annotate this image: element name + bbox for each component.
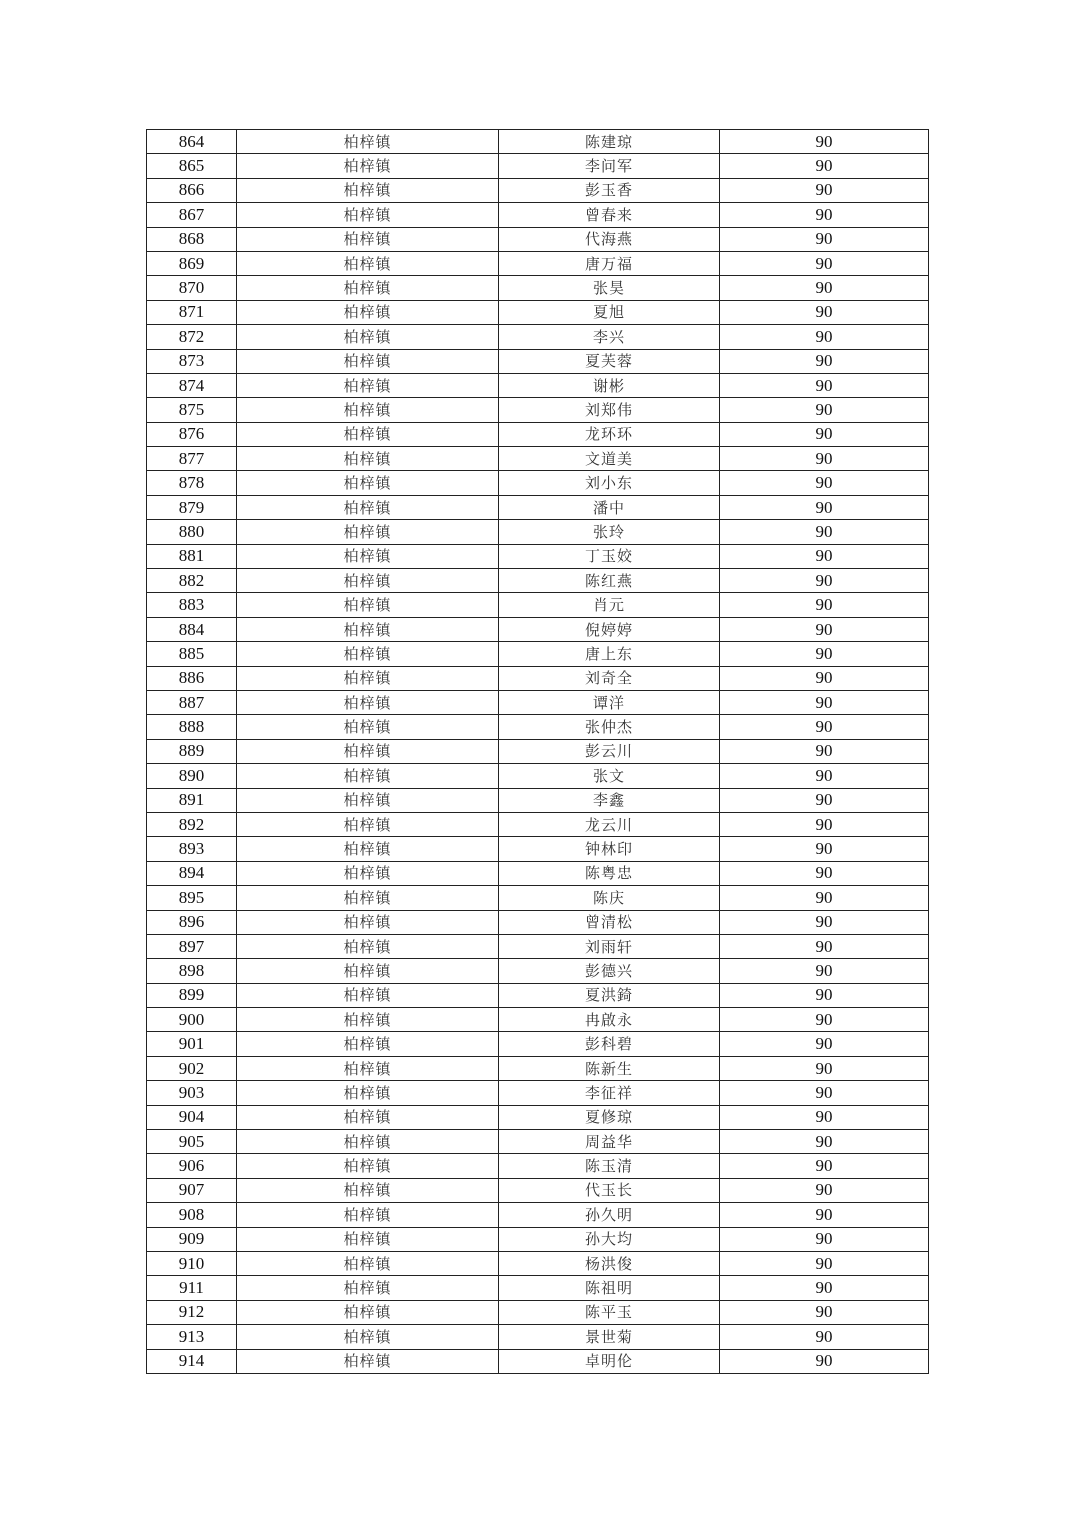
score-cell: 90 bbox=[720, 520, 929, 544]
town-cell: 柏梓镇 bbox=[237, 1325, 499, 1349]
row-number-cell: 882 bbox=[147, 569, 237, 593]
town-cell: 柏梓镇 bbox=[237, 959, 499, 983]
person-name-cell: 代玉长 bbox=[499, 1178, 720, 1202]
score-cell: 90 bbox=[720, 373, 929, 397]
row-number-cell: 894 bbox=[147, 861, 237, 885]
row-number-cell: 913 bbox=[147, 1325, 237, 1349]
score-cell: 90 bbox=[720, 203, 929, 227]
town-cell: 柏梓镇 bbox=[237, 1178, 499, 1202]
table-row bbox=[147, 1154, 929, 1178]
person-name-cell: 冉啟永 bbox=[499, 1008, 720, 1032]
person-name-cell: 景世菊 bbox=[499, 1325, 720, 1349]
person-name-cell: 彭德兴 bbox=[499, 959, 720, 983]
table-row bbox=[147, 471, 929, 495]
score-cell: 90 bbox=[720, 959, 929, 983]
row-number-cell: 870 bbox=[147, 276, 237, 300]
row-number-cell: 910 bbox=[147, 1251, 237, 1275]
person-name-cell: 陈玉清 bbox=[499, 1154, 720, 1178]
person-name-cell: 陈新生 bbox=[499, 1056, 720, 1080]
row-number-cell: 893 bbox=[147, 837, 237, 861]
town-cell: 柏梓镇 bbox=[237, 1105, 499, 1129]
score-cell: 90 bbox=[720, 886, 929, 910]
table-row bbox=[147, 1032, 929, 1056]
row-number-cell: 878 bbox=[147, 471, 237, 495]
person-name-cell: 倪婷婷 bbox=[499, 617, 720, 641]
town-cell: 柏梓镇 bbox=[237, 178, 499, 202]
score-cell: 90 bbox=[720, 739, 929, 763]
person-name-cell: 陈红燕 bbox=[499, 569, 720, 593]
roster-table-body bbox=[147, 130, 929, 1374]
row-number-cell: 905 bbox=[147, 1130, 237, 1154]
person-name-cell: 夏洪錡 bbox=[499, 983, 720, 1007]
table-row bbox=[147, 812, 929, 836]
score-cell: 90 bbox=[720, 593, 929, 617]
town-cell: 柏梓镇 bbox=[237, 203, 499, 227]
town-cell: 柏梓镇 bbox=[237, 1032, 499, 1056]
score-cell: 90 bbox=[720, 1325, 929, 1349]
town-cell: 柏梓镇 bbox=[237, 520, 499, 544]
row-number-cell: 869 bbox=[147, 251, 237, 275]
table-row bbox=[147, 764, 929, 788]
score-cell: 90 bbox=[720, 788, 929, 812]
town-cell: 柏梓镇 bbox=[237, 739, 499, 763]
person-name-cell: 李兴 bbox=[499, 325, 720, 349]
score-cell: 90 bbox=[720, 398, 929, 422]
row-number-cell: 881 bbox=[147, 544, 237, 568]
score-cell: 90 bbox=[720, 471, 929, 495]
person-name-cell: 刘小东 bbox=[499, 471, 720, 495]
score-cell: 90 bbox=[720, 1300, 929, 1324]
town-cell: 柏梓镇 bbox=[237, 154, 499, 178]
town-cell: 柏梓镇 bbox=[237, 788, 499, 812]
table-row bbox=[147, 520, 929, 544]
row-number-cell: 896 bbox=[147, 910, 237, 934]
table-row bbox=[147, 300, 929, 324]
town-cell: 柏梓镇 bbox=[237, 544, 499, 568]
table-row bbox=[147, 422, 929, 446]
table-row bbox=[147, 739, 929, 763]
table-row bbox=[147, 1178, 929, 1202]
person-name-cell: 刘雨轩 bbox=[499, 934, 720, 958]
town-cell: 柏梓镇 bbox=[237, 422, 499, 446]
town-cell: 柏梓镇 bbox=[237, 1008, 499, 1032]
score-cell: 90 bbox=[720, 276, 929, 300]
score-cell: 90 bbox=[720, 1130, 929, 1154]
score-cell: 90 bbox=[720, 715, 929, 739]
row-number-cell: 880 bbox=[147, 520, 237, 544]
row-number-cell: 912 bbox=[147, 1300, 237, 1324]
score-cell: 90 bbox=[720, 300, 929, 324]
person-name-cell: 李问军 bbox=[499, 154, 720, 178]
row-number-cell: 909 bbox=[147, 1227, 237, 1251]
score-cell: 90 bbox=[720, 764, 929, 788]
score-cell: 90 bbox=[720, 1056, 929, 1080]
town-cell: 柏梓镇 bbox=[237, 1251, 499, 1275]
score-cell: 90 bbox=[720, 130, 929, 154]
person-name-cell: 代海燕 bbox=[499, 227, 720, 251]
score-cell: 90 bbox=[720, 1227, 929, 1251]
row-number-cell: 887 bbox=[147, 690, 237, 714]
table-row bbox=[147, 203, 929, 227]
table-row bbox=[147, 934, 929, 958]
town-cell: 柏梓镇 bbox=[237, 861, 499, 885]
person-name-cell: 曾春来 bbox=[499, 203, 720, 227]
town-cell: 柏梓镇 bbox=[237, 1349, 499, 1373]
person-name-cell: 谭洋 bbox=[499, 690, 720, 714]
person-name-cell: 夏芙蓉 bbox=[499, 349, 720, 373]
row-number-cell: 864 bbox=[147, 130, 237, 154]
town-cell: 柏梓镇 bbox=[237, 1081, 499, 1105]
person-name-cell: 卓明伦 bbox=[499, 1349, 720, 1373]
table-row bbox=[147, 983, 929, 1007]
table-row bbox=[147, 178, 929, 202]
person-name-cell: 陈庆 bbox=[499, 886, 720, 910]
town-cell: 柏梓镇 bbox=[237, 764, 499, 788]
score-cell: 90 bbox=[720, 349, 929, 373]
score-cell: 90 bbox=[720, 617, 929, 641]
town-cell: 柏梓镇 bbox=[237, 227, 499, 251]
score-cell: 90 bbox=[720, 1178, 929, 1202]
table-row bbox=[147, 544, 929, 568]
document-page bbox=[146, 129, 929, 1374]
table-row bbox=[147, 861, 929, 885]
person-name-cell: 龙云川 bbox=[499, 812, 720, 836]
table-row bbox=[147, 398, 929, 422]
table-row bbox=[147, 788, 929, 812]
person-name-cell: 刘奇全 bbox=[499, 666, 720, 690]
table-row bbox=[147, 447, 929, 471]
town-cell: 柏梓镇 bbox=[237, 398, 499, 422]
score-cell: 90 bbox=[720, 642, 929, 666]
score-cell: 90 bbox=[720, 1081, 929, 1105]
row-number-cell: 879 bbox=[147, 495, 237, 519]
score-cell: 90 bbox=[720, 325, 929, 349]
person-name-cell: 龙环环 bbox=[499, 422, 720, 446]
row-number-cell: 897 bbox=[147, 934, 237, 958]
town-cell: 柏梓镇 bbox=[237, 130, 499, 154]
person-name-cell: 杨洪俊 bbox=[499, 1251, 720, 1275]
row-number-cell: 874 bbox=[147, 373, 237, 397]
row-number-cell: 877 bbox=[147, 447, 237, 471]
row-number-cell: 895 bbox=[147, 886, 237, 910]
score-cell: 90 bbox=[720, 251, 929, 275]
score-cell: 90 bbox=[720, 154, 929, 178]
roster-table bbox=[146, 129, 929, 1374]
person-name-cell: 张文 bbox=[499, 764, 720, 788]
person-name-cell: 谢彬 bbox=[499, 373, 720, 397]
row-number-cell: 914 bbox=[147, 1349, 237, 1373]
town-cell: 柏梓镇 bbox=[237, 373, 499, 397]
row-number-cell: 883 bbox=[147, 593, 237, 617]
table-row bbox=[147, 1300, 929, 1324]
score-cell: 90 bbox=[720, 690, 929, 714]
table-row bbox=[147, 617, 929, 641]
town-cell: 柏梓镇 bbox=[237, 1130, 499, 1154]
person-name-cell: 陈粤忠 bbox=[499, 861, 720, 885]
town-cell: 柏梓镇 bbox=[237, 1056, 499, 1080]
town-cell: 柏梓镇 bbox=[237, 251, 499, 275]
town-cell: 柏梓镇 bbox=[237, 276, 499, 300]
town-cell: 柏梓镇 bbox=[237, 886, 499, 910]
person-name-cell: 夏修琼 bbox=[499, 1105, 720, 1129]
town-cell: 柏梓镇 bbox=[237, 1300, 499, 1324]
score-cell: 90 bbox=[720, 422, 929, 446]
row-number-cell: 898 bbox=[147, 959, 237, 983]
town-cell: 柏梓镇 bbox=[237, 349, 499, 373]
person-name-cell: 唐上东 bbox=[499, 642, 720, 666]
town-cell: 柏梓镇 bbox=[237, 471, 499, 495]
person-name-cell: 张仲杰 bbox=[499, 715, 720, 739]
row-number-cell: 875 bbox=[147, 398, 237, 422]
town-cell: 柏梓镇 bbox=[237, 593, 499, 617]
town-cell: 柏梓镇 bbox=[237, 812, 499, 836]
person-name-cell: 李征祥 bbox=[499, 1081, 720, 1105]
person-name-cell: 孙大均 bbox=[499, 1227, 720, 1251]
row-number-cell: 903 bbox=[147, 1081, 237, 1105]
town-cell: 柏梓镇 bbox=[237, 495, 499, 519]
row-number-cell: 900 bbox=[147, 1008, 237, 1032]
table-row bbox=[147, 154, 929, 178]
row-number-cell: 868 bbox=[147, 227, 237, 251]
table-row bbox=[147, 837, 929, 861]
town-cell: 柏梓镇 bbox=[237, 690, 499, 714]
row-number-cell: 889 bbox=[147, 739, 237, 763]
score-cell: 90 bbox=[720, 934, 929, 958]
row-number-cell: 865 bbox=[147, 154, 237, 178]
person-name-cell: 陈建琼 bbox=[499, 130, 720, 154]
table-row bbox=[147, 130, 929, 154]
score-cell: 90 bbox=[720, 178, 929, 202]
table-row bbox=[147, 1130, 929, 1154]
score-cell: 90 bbox=[720, 861, 929, 885]
score-cell: 90 bbox=[720, 569, 929, 593]
table-row bbox=[147, 373, 929, 397]
row-number-cell: 885 bbox=[147, 642, 237, 666]
person-name-cell: 彭科碧 bbox=[499, 1032, 720, 1056]
person-name-cell: 潘中 bbox=[499, 495, 720, 519]
score-cell: 90 bbox=[720, 1349, 929, 1373]
row-number-cell: 907 bbox=[147, 1178, 237, 1202]
row-number-cell: 911 bbox=[147, 1276, 237, 1300]
score-cell: 90 bbox=[720, 983, 929, 1007]
row-number-cell: 876 bbox=[147, 422, 237, 446]
table-row bbox=[147, 690, 929, 714]
town-cell: 柏梓镇 bbox=[237, 666, 499, 690]
person-name-cell: 唐万福 bbox=[499, 251, 720, 275]
person-name-cell: 张玲 bbox=[499, 520, 720, 544]
row-number-cell: 888 bbox=[147, 715, 237, 739]
town-cell: 柏梓镇 bbox=[237, 1154, 499, 1178]
row-number-cell: 901 bbox=[147, 1032, 237, 1056]
row-number-cell: 872 bbox=[147, 325, 237, 349]
score-cell: 90 bbox=[720, 227, 929, 251]
score-cell: 90 bbox=[720, 666, 929, 690]
town-cell: 柏梓镇 bbox=[237, 325, 499, 349]
table-row bbox=[147, 276, 929, 300]
row-number-cell: 899 bbox=[147, 983, 237, 1007]
row-number-cell: 908 bbox=[147, 1203, 237, 1227]
row-number-cell: 902 bbox=[147, 1056, 237, 1080]
score-cell: 90 bbox=[720, 812, 929, 836]
row-number-cell: 906 bbox=[147, 1154, 237, 1178]
town-cell: 柏梓镇 bbox=[237, 983, 499, 1007]
table-row bbox=[147, 1325, 929, 1349]
row-number-cell: 890 bbox=[147, 764, 237, 788]
score-cell: 90 bbox=[720, 1008, 929, 1032]
town-cell: 柏梓镇 bbox=[237, 934, 499, 958]
person-name-cell: 彭云川 bbox=[499, 739, 720, 763]
score-cell: 90 bbox=[720, 1032, 929, 1056]
person-name-cell: 丁玉姣 bbox=[499, 544, 720, 568]
table-row bbox=[147, 1251, 929, 1275]
score-cell: 90 bbox=[720, 495, 929, 519]
table-row bbox=[147, 715, 929, 739]
table-row bbox=[147, 1056, 929, 1080]
row-number-cell: 904 bbox=[147, 1105, 237, 1129]
table-row bbox=[147, 959, 929, 983]
table-row bbox=[147, 1081, 929, 1105]
table-row bbox=[147, 227, 929, 251]
score-cell: 90 bbox=[720, 837, 929, 861]
score-cell: 90 bbox=[720, 544, 929, 568]
row-number-cell: 873 bbox=[147, 349, 237, 373]
table-row bbox=[147, 495, 929, 519]
score-cell: 90 bbox=[720, 1105, 929, 1129]
table-row bbox=[147, 569, 929, 593]
person-name-cell: 曾清松 bbox=[499, 910, 720, 934]
person-name-cell: 钟林印 bbox=[499, 837, 720, 861]
town-cell: 柏梓镇 bbox=[237, 1203, 499, 1227]
row-number-cell: 866 bbox=[147, 178, 237, 202]
table-row bbox=[147, 1008, 929, 1032]
town-cell: 柏梓镇 bbox=[237, 1276, 499, 1300]
person-name-cell: 夏旭 bbox=[499, 300, 720, 324]
table-row bbox=[147, 910, 929, 934]
town-cell: 柏梓镇 bbox=[237, 1227, 499, 1251]
row-number-cell: 886 bbox=[147, 666, 237, 690]
person-name-cell: 陈祖明 bbox=[499, 1276, 720, 1300]
table-row bbox=[147, 251, 929, 275]
town-cell: 柏梓镇 bbox=[237, 300, 499, 324]
town-cell: 柏梓镇 bbox=[237, 715, 499, 739]
person-name-cell: 彭玉香 bbox=[499, 178, 720, 202]
table-row bbox=[147, 325, 929, 349]
town-cell: 柏梓镇 bbox=[237, 642, 499, 666]
person-name-cell: 张昊 bbox=[499, 276, 720, 300]
town-cell: 柏梓镇 bbox=[237, 447, 499, 471]
person-name-cell: 刘郑伟 bbox=[499, 398, 720, 422]
table-row bbox=[147, 666, 929, 690]
table-row bbox=[147, 1349, 929, 1373]
table-row bbox=[147, 1227, 929, 1251]
score-cell: 90 bbox=[720, 1251, 929, 1275]
town-cell: 柏梓镇 bbox=[237, 910, 499, 934]
person-name-cell: 周益华 bbox=[499, 1130, 720, 1154]
town-cell: 柏梓镇 bbox=[237, 569, 499, 593]
score-cell: 90 bbox=[720, 910, 929, 934]
town-cell: 柏梓镇 bbox=[237, 837, 499, 861]
person-name-cell: 肖元 bbox=[499, 593, 720, 617]
row-number-cell: 867 bbox=[147, 203, 237, 227]
town-cell: 柏梓镇 bbox=[237, 617, 499, 641]
score-cell: 90 bbox=[720, 1154, 929, 1178]
table-row bbox=[147, 1203, 929, 1227]
person-name-cell: 孙久明 bbox=[499, 1203, 720, 1227]
table-row bbox=[147, 593, 929, 617]
score-cell: 90 bbox=[720, 1276, 929, 1300]
table-row bbox=[147, 349, 929, 373]
row-number-cell: 871 bbox=[147, 300, 237, 324]
score-cell: 90 bbox=[720, 447, 929, 471]
row-number-cell: 892 bbox=[147, 812, 237, 836]
table-row bbox=[147, 1276, 929, 1300]
row-number-cell: 884 bbox=[147, 617, 237, 641]
table-row bbox=[147, 642, 929, 666]
score-cell: 90 bbox=[720, 1203, 929, 1227]
table-row bbox=[147, 886, 929, 910]
person-name-cell: 李鑫 bbox=[499, 788, 720, 812]
person-name-cell: 陈平玉 bbox=[499, 1300, 720, 1324]
row-number-cell: 891 bbox=[147, 788, 237, 812]
table-row bbox=[147, 1105, 929, 1129]
person-name-cell: 文道美 bbox=[499, 447, 720, 471]
